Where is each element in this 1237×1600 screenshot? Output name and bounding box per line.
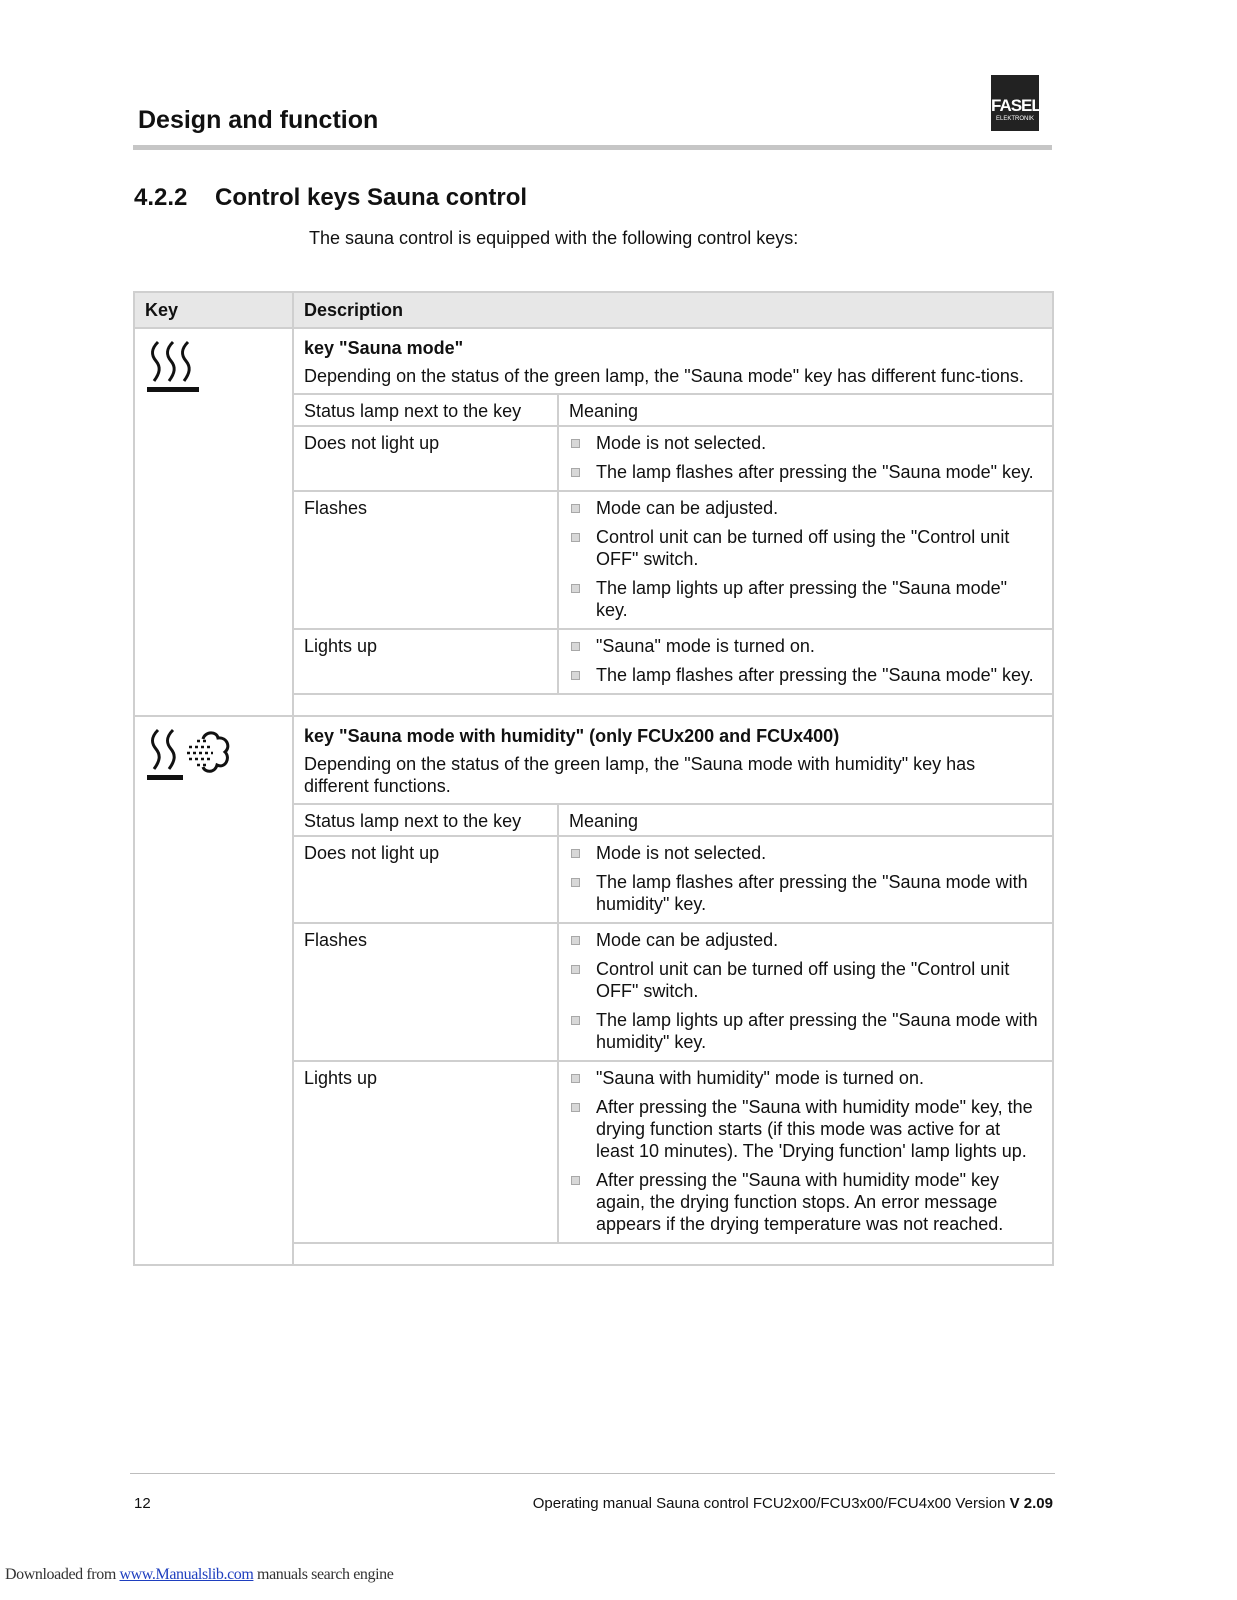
fasel-logo [991, 75, 1039, 131]
meaning-cell [558, 1061, 1052, 1243]
list-item: Control unit can be turned off using the "Control unit OFF" switch. [569, 958, 1042, 1002]
status-cell: Flashes [294, 923, 558, 1061]
key-icon-cell [134, 716, 293, 1265]
sauna-humidity-icon [145, 727, 235, 783]
page-number: 12 [134, 1495, 151, 1512]
status-table-header [294, 394, 1052, 426]
status-cell: Flashes [294, 491, 558, 629]
status-cell: Does not light up [294, 836, 558, 923]
key-description: Depending on the status of the green lamp, the "Sauna mode" key has different func-tions. [304, 366, 1024, 386]
meaning-col-header: Meaning [558, 394, 1052, 426]
download-suffix: manuals search engine [253, 1566, 394, 1583]
list-item: Mode can be adjusted. [569, 497, 1042, 519]
table-row [294, 629, 1052, 694]
list-item: After pressing the "Sauna with humidity mode" key again, the drying function stops. An error message appears if the drying temperature was not reached. [569, 1169, 1042, 1235]
spacer-row [294, 694, 1052, 715]
footer-manual-title: Operating manual Sauna control FCU2x00/FCU3x00/FCU4x00 Version [532, 1495, 1010, 1512]
status-table [294, 803, 1052, 1264]
logo-text-main: FASEL [991, 96, 1041, 115]
section-intro: The sauna control is equipped with the following control keys: [309, 228, 799, 248]
key-title: key "Sauna mode with humidity" (only FCUx200 and FCUx400) [304, 726, 840, 746]
section-title: Control keys Sauna control [215, 184, 528, 211]
key-row-sauna-humidity [134, 716, 1053, 1265]
list-item: Mode is not selected. [569, 432, 1042, 454]
control-keys-table [133, 291, 1054, 1266]
list-item: The lamp flashes after pressing the "Sauna mode with humidity" key. [569, 871, 1042, 915]
footer-text [533, 1495, 1053, 1512]
list-item: After pressing the "Sauna with humidity mode" key, the drying function starts (if this mode was active for at least 10 minutes). The 'Drying function' lamp lights up. [569, 1096, 1042, 1162]
key-row-sauna-mode [134, 328, 1053, 716]
meaning-col-header: Meaning [558, 804, 1052, 836]
col-header-description: Description [293, 292, 1053, 328]
meaning-cell [558, 836, 1052, 923]
meaning-cell [558, 426, 1052, 491]
status-col-header: Status lamp next to the key [294, 804, 558, 836]
section-number: 4.2.2 [134, 184, 188, 211]
list-item: Mode can be adjusted. [569, 929, 1042, 951]
table-row [294, 426, 1052, 491]
table-header-row [134, 292, 1053, 328]
footer-divider [130, 1473, 1055, 1474]
col-header-key: Key [134, 292, 293, 328]
list-item: The lamp flashes after pressing the "Sauna mode" key. [569, 461, 1042, 483]
header-divider [133, 145, 1052, 150]
sauna-mode-icon [145, 339, 201, 395]
manualslib-link[interactable]: www.Manualslib.com [119, 1566, 254, 1583]
table-row [294, 836, 1052, 923]
download-prefix: Downloaded from [5, 1566, 120, 1583]
list-item: The lamp lights up after pressing the "Sauna mode with humidity" key. [569, 1009, 1042, 1053]
meaning-cell [558, 923, 1052, 1061]
spacer-row [294, 1243, 1052, 1264]
table-row [294, 491, 1052, 629]
list-item: Control unit can be turned off using the "Control unit OFF" switch. [569, 526, 1042, 570]
status-cell: Lights up [294, 629, 558, 694]
key-description-cell [293, 328, 1053, 716]
list-item: The lamp lights up after pressing the "Sauna mode" key. [569, 577, 1042, 621]
key-description-cell [293, 716, 1053, 1265]
footer-version: V 2.09 [1009, 1495, 1053, 1512]
list-item: Mode is not selected. [569, 842, 1042, 864]
meaning-cell [558, 491, 1052, 629]
table-row [294, 923, 1052, 1061]
download-banner [5, 1566, 393, 1584]
status-col-header: Status lamp next to the key [294, 394, 558, 426]
status-table-header [294, 804, 1052, 836]
logo-text-sub: ELEKTRONIK [995, 116, 1034, 122]
list-item: "Sauna with humidity" mode is turned on. [569, 1067, 1042, 1089]
status-cell: Lights up [294, 1061, 558, 1243]
key-icon-cell [134, 328, 293, 716]
meaning-cell [558, 629, 1052, 694]
list-item: The lamp flashes after pressing the "Sauna mode" key. [569, 664, 1042, 686]
key-description: Depending on the status of the green lamp, the "Sauna mode with humidity" key has different functions. [304, 754, 976, 796]
status-cell: Does not light up [294, 426, 558, 491]
status-table [294, 393, 1052, 715]
header-title: Design and function [138, 106, 379, 134]
list-item: "Sauna" mode is turned on. [569, 635, 1042, 657]
key-title: key "Sauna mode" [304, 338, 464, 358]
table-row [294, 1061, 1052, 1243]
